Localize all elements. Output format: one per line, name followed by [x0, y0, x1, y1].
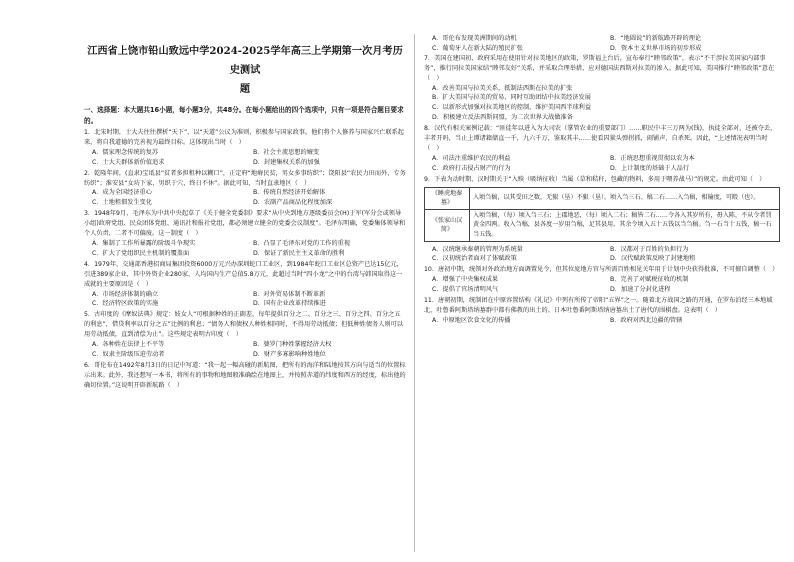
question-options	[84, 340, 406, 360]
table-row	[425, 209, 780, 241]
question-options	[424, 154, 780, 174]
left-column	[84, 34, 406, 392]
right-question-5	[424, 296, 780, 326]
q6-options	[424, 34, 780, 54]
title-line-2: 题	[239, 83, 251, 95]
right-question-4	[424, 265, 780, 295]
question-stem: 3．1948年9月，毛泽东为中共中央起草了《关于健全党委制》要求“从中央到地方逐级委员会(H)于军(军分会或领导小组)政府党组、民众团体党组、通讯社和报社党组，都必须建立健全的党委会议制度”。毛泽东明确，党委集体领导和个人负责，二者不可偏废。这一制度（ ）	[84, 210, 406, 238]
option-a: A．司法注重维护农民的利益	[432, 154, 511, 162]
question-stem: 11．唐朝初期，统制团在中原容置结构《礼记》中列有所传了帝阳“五界”之一。随着北方战国之路的开通，在罗布泊经三本地域北，吐鲁番阿斯塔纳墓群中都有佛教的出土的。日本吐鲁番阿斯塔纳唐墓出土了唐代的围棋盘。这表明（ ）	[424, 297, 773, 314]
q6-option-b: B．“地圆说”的新航路开辟的理论	[610, 35, 702, 42]
option-b: B．汉都对于百姓的负担行为	[610, 245, 689, 253]
q6-option-a: A．哥伦布发现美洲期间的动机	[432, 35, 517, 42]
question-stem: 5．古印度的《摩奴法典》规定：妓女人“可根据种姓的正副差，每年提供百分之二、百分之三、百分之四、百分之五的利息”，借贷利率以百分之五”比例的利息；“债务人和债权人种姓相同时，不得用劳动抵债；但低种姓债务人则可以用劳动抵债，直到清偿为止”。这些规定表明古印度（ ）	[84, 311, 403, 339]
table-head-cell: 《睡虎地秦墓》	[425, 187, 470, 209]
option-b: B．扩大美国与拉美的贸易，同时互助团结中拉美经济发展	[432, 94, 591, 102]
question-stem: 1．北宋时期，士大夫往往撰析“天下”，以“天道”公议为准则，积极参与国家政事。他们将个人修养与国家兴亡联系起来，将自我道德的完善视为最终目标。这体现出当时（ ）	[84, 129, 404, 146]
option-b: B．政府对西北边疆的管辖	[610, 316, 683, 324]
question-options	[424, 245, 780, 265]
left-question-3	[84, 209, 406, 259]
question-stem: 2．乾隆年间，(直隶)宝坻县“贫者多担租种以糊口”，正定府“地瘠民贫，男女多事纺织”；饶阳县“农民力田而外，专务纺织”；淮安县“女坊下家，男织于穴，终日不休”。据此可知，当时直隶地区（ ）	[84, 169, 406, 187]
column-divider	[414, 34, 415, 552]
option-c: C．经济特区政策的实施	[92, 300, 159, 308]
option-b: B．婆罗门种姓掌握经济大权	[253, 341, 332, 349]
option-d: D．上计制度的基础于人品行	[610, 164, 690, 172]
option-b: B．凸显了毛泽东对党的工作的重视	[253, 239, 351, 247]
option-c: C．提倡了官场清明风气	[432, 286, 499, 294]
question-stem: 7．美国在建国初，政府采用在使用针对拉美地区的政策，罗斯福上台后，宣布奉行“睦邻政策”，表示“不干涉拉美国家内部事务”，推行同拉美国家结“睦邻友好”关系，并采取合理举措，应对德国法西斯对拉美的渗入。据此可知，美国推行“睦邻政策”意在（ ）	[424, 54, 775, 82]
option-d: D．农副产品商品化程度加深	[253, 199, 333, 207]
question-stem: 9．下表为动时期、汉时期关于“入赎（吸纳征收）当属（草和秸秆，包藏的物料，多用于喂养战马）”的规定。由此可知（ ）	[424, 175, 766, 183]
option-c: C．士大夫群体新价值追求	[92, 158, 165, 166]
option-b: B．对外贸易体制不断革新	[253, 290, 326, 298]
left-question-list	[84, 128, 406, 391]
section-heading: 一、选择题：本大题共16小题，每小题3分，共48分。在每小题给出的四个选项中，只有一项是符合题目要求的。	[84, 106, 404, 125]
option-a: A．各种姓在法律上不平等	[92, 341, 165, 349]
question-stem: 6．哥伦布在1492年8月3日的日记中写道：“我一起一幅高碰的新航图，把所有的海洋和陆地按其方向与适当的位置标示出来。此外，我还想写一本书，将所有的事物和地图般准确绘在地图上，并按照赤道的纬度和西方的经度，标出他的确切位置。”这说明开辟新航路（ ）	[84, 361, 406, 389]
q6-option-d: D．资本主义世界市场的初步形成	[610, 44, 702, 52]
option-a: A．增强了中央集权成果	[432, 276, 499, 284]
question-options	[84, 188, 406, 208]
option-b: B．传统自然经济开始解体	[253, 189, 326, 197]
question-options	[84, 148, 406, 168]
question-options	[424, 84, 780, 124]
question-stem: 4．1979年，交通部香港招商局集团投资6000万元兴办深圳蛇口工业区，到1984年蛇口工业区总资产已达15亿元，引进389家企业，其中外资企业280家，人均国内生产总值5.8万元，此超过当时“四小龙”之中的台湾与韩国取得这一成就的主要原因是（ ）	[84, 260, 403, 288]
question-stem: 8．汉代有相关案例记载：“匪徒年以进入为大司农（掌管农业的重要部门）……职民中丰三万两为(钱)，执徒全部对，还被夺丢，丰者开吗，当止上谭诸籍储直一千，九六千万，鉴取其丰……使看囚狱头弹拐抓，闹铺声，自杀死。因此，“上述情况表明当时（ ）	[424, 125, 777, 152]
option-c: C．以新形式加强对拉美地区的控制，维护美国西半球利益	[432, 104, 592, 112]
left-question-5	[84, 310, 406, 360]
option-d: D．汉代赋政策反映了封建地租	[610, 255, 696, 263]
table-body-cell: 入顷刍稿，（每）顷入刍三石；上郡地恶，（每）顷入二石；稿皆二石……令各入其岁所有，毋入陈，不从令者罚黄金四两。收入刍稿，县各度一岁用刍稿，足其县用，其余令顷入五十五钱以当刍稿。刍一石当十五钱，稿一石当五钱。	[470, 209, 780, 241]
option-c: C．奴隶主阶级压迫劳动者	[92, 350, 165, 358]
right-question-3	[424, 175, 780, 265]
exam-title	[84, 42, 406, 99]
option-a: A．集制了工作所暴露的阶级斗争现实	[92, 239, 196, 247]
option-c: C．政府打击侵占财产的行为	[432, 164, 511, 172]
table-head-cell: 《张家山汉简》	[425, 209, 470, 241]
right-column	[424, 34, 780, 327]
right-question-2	[424, 124, 780, 174]
question-options	[424, 316, 780, 326]
option-b: B．完善了对赋税征收的机制	[610, 276, 689, 284]
option-d: D．保证了新民主主义革命的胜利	[253, 249, 345, 257]
right-question-1	[424, 54, 780, 123]
option-a: A．成为全国经济重心	[92, 189, 152, 197]
option-b: B．正统思想重视贯彻以农为本	[610, 154, 695, 162]
right-question-list	[424, 54, 780, 326]
left-question-4	[84, 260, 406, 310]
option-a: A．市场经济体制的确立	[92, 290, 159, 298]
option-d: D．国有企业改革持续推进	[253, 300, 326, 308]
question-options	[84, 239, 406, 259]
question-options	[84, 290, 406, 310]
left-question-1	[84, 128, 406, 168]
option-d: D．积极建立反法西斯同盟，为二次世界大战做准备	[432, 114, 573, 122]
table-row	[425, 187, 780, 209]
table-body-cell: 入顷刍稿，以其受田之数，无豤（垦）不豤（垦），顷入刍三石、稿二石……入刍稿，相输度，可殹（也）。	[470, 187, 780, 209]
option-a: A．汉统继承秦朝的管理为系统量	[432, 245, 523, 253]
option-a: A．儒家理念传统的复苏	[92, 148, 159, 156]
option-d: D．加速了分封化进程	[610, 286, 671, 294]
option-a: A．改善美国与拉美关系，抵制法西斯在拉美的扩张	[432, 84, 573, 92]
question-stem: 10．唐初中期，统领对外政治地方面调置见令，但其位庞地方官与所需百姓相见关年用于计划中央获得批准，不可擅自调整（ ）	[424, 266, 779, 274]
q6-option-c: C．葡萄牙人在新大陆的殖民扩张	[432, 44, 523, 52]
question-options	[424, 275, 780, 295]
title-line-1: 江西省上饶市铅山致远中学2024-2025学年高三上学期第一次月考历史测试	[87, 45, 403, 76]
option-b: B．社会主流思想的嬗变	[253, 148, 320, 156]
option-c: C．扩大了党组织民主机制的覆盖面	[92, 249, 190, 257]
option-d: D．财产多寡影响种姓地位	[253, 350, 326, 358]
option-c: C．汉初统治者面对了体赋政策	[432, 255, 517, 263]
source-table	[424, 187, 780, 242]
left-question-2	[84, 169, 406, 209]
option-a: A．中原地区饮食文化的传播	[432, 316, 511, 324]
option-d: D．封建集权关系的加强	[253, 158, 320, 166]
left-question-6	[84, 361, 406, 391]
option-c: C．土地租佃发生变化	[92, 199, 153, 207]
